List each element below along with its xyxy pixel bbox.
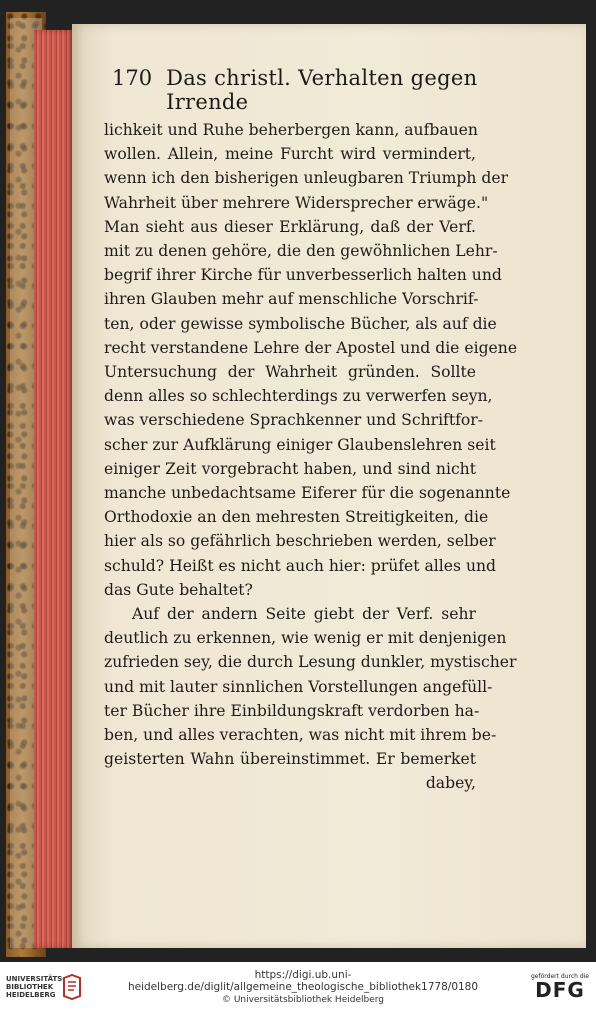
text-line: Orthodoxie an den mehresten Streitigkeiten, die — [104, 508, 489, 527]
permalink[interactable]: https://digi.ub.uni-heidelberg.de/diglit/allgemeine_theologische_bibliothek1778/0180 — [127, 968, 479, 993]
text-line: deutlich zu erkennen, wie wenig er mit denjenigen — [104, 629, 507, 648]
text-line: begrif ihrer Kirche für unverbesserlich halten und — [104, 266, 502, 285]
text-line: ihren Glauben mehr auf menschliche Vorschrif- — [104, 290, 479, 309]
library-logo-icon — [62, 974, 82, 1000]
text-line: was verschiedene Sprachkenner und Schriftfor- — [104, 411, 483, 430]
text-line: wenn ich den bisherigen unleugbaren Triumph der — [104, 169, 509, 188]
paragraph-2 — [104, 602, 517, 771]
text-line: ben, und alles verachten, was nicht mit ihrem be- — [104, 726, 497, 745]
page-number: 170 — [112, 66, 153, 90]
citation-block — [82, 969, 524, 1005]
text-line: manche unbedachtsame Eiferer für die sogenannte — [104, 484, 511, 503]
funder-caption: gefördert durch die — [531, 973, 589, 980]
text-line: Man sieht aus dieser Erklärung, daß der Verf. — [104, 217, 476, 236]
library-name — [6, 974, 66, 999]
text-line: hier als so gefährlich beschrieben werden, selber — [104, 532, 496, 551]
text-line: Untersuchung der Wahrheit gründen. Sollte — [104, 363, 476, 382]
text-line: schuld? Heißt es nicht auch hier: prüfet alles und — [104, 556, 497, 575]
dfg-logo: DFG — [535, 978, 585, 1002]
viewer-footer — [0, 962, 596, 1011]
text-line: denn alles so schlechterdings zu verwerfen seyn, — [104, 387, 493, 406]
text-line: wollen. Allein, meine Furcht wird vermindert, — [104, 145, 476, 164]
text-line: zufrieden sey, die durch Lesung dunkler, mystischer — [104, 653, 517, 672]
library-name-text: UNIVERSITÄTS- BIBLIOTHEK HEIDELBERG — [6, 974, 66, 999]
text-line: das Gute behaltet? — [104, 580, 253, 599]
text-line: lichkeit und Ruhe beherbergen kann, aufbauen — [104, 121, 478, 139]
text-line: und mit lauter sinnlichen Vorstellungen angefüll- — [104, 677, 493, 696]
page-header — [112, 66, 492, 114]
text-line: einiger Zeit vorgebracht haben, und sind nicht — [104, 459, 476, 478]
catchword-line — [104, 771, 476, 795]
text-line: geisterten Wahn übereinstimmet. Er bemerket — [104, 750, 476, 769]
text-line: mit zu denen gehöre, die den gewöhnlichen Lehr- — [104, 242, 498, 261]
funder-block — [524, 973, 596, 1000]
text-line: ter Bücher ihre Einbildungskraft verdorben ha- — [104, 701, 480, 720]
paragraph-1 — [104, 118, 518, 602]
copyright-notice: © Universitätsbibliothek Heidelberg — [221, 994, 384, 1005]
page-body — [104, 118, 518, 796]
running-title: Das christl. Verhalten gegen Irrende — [166, 66, 478, 114]
catchword: dabey, — [425, 774, 476, 793]
text-line: Wahrheit über mehrere Widersprecher erwäge." — [104, 193, 489, 212]
text-line: scher zur Aufklärung einiger Glaubenslehren seit — [104, 435, 496, 454]
text-line: ten, oder gewisse symbolische Bücher, als auf die — [104, 314, 497, 333]
red-page-edges — [34, 30, 74, 948]
text-line: recht verstandene Lehre der Apostel und die eigene — [104, 338, 518, 357]
text-line: Auf der andern Seite giebt der Verf. sehr — [132, 605, 476, 624]
